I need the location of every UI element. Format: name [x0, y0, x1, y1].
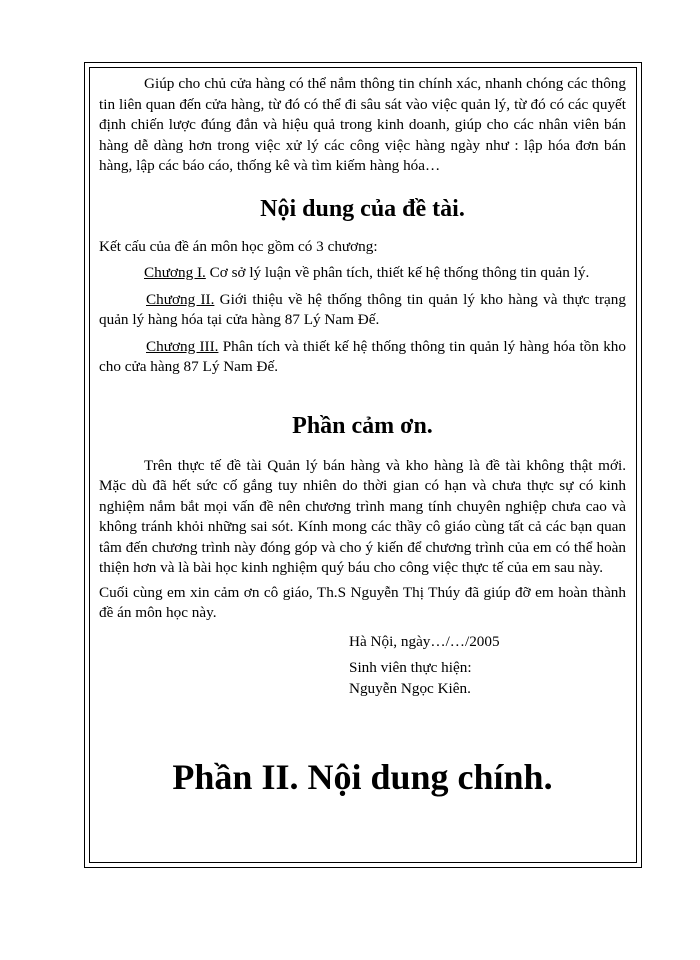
chapters-lead: Kết cấu của đề án môn học gồm có 3 chương: [99, 237, 378, 255]
page-border-outer [84, 62, 642, 868]
thanks-paragraph-1: Trên thực tế đề tài Quản lý bán hàng và kho hàng là đề tài không thật mới. Mặc dù đã hết sức cố gắng tuy nhiên do thời gian có hạn và chưa thực sự có kinh nghiệm nắm bắt mọi vấn đề nên chương trình mang tính chuyên nghiệp chưa cao và không tránh khỏi những sai sót. Kính mong các thầy cô giáo cùng tất cả các bạn quan tâm đến chương trình này đóng góp và cho ý kiến để chương trình của em có thể hoàn thiện hơn và là bài học kinh nghiệm quý báu cho công việc thực tế của em sau này. [99, 456, 626, 576]
chapter-1-label: Chương I. [144, 264, 206, 281]
chapter-2-label: Chương II. [146, 290, 215, 308]
content-heading: Nội dung của đề tài. [260, 195, 465, 222]
chapter-2 [99, 290, 626, 331]
signature-name: Nguyễn Ngọc Kiên. [349, 679, 471, 697]
page-border-inner [89, 67, 637, 863]
chapter-3-text: Phân tích và thiết kế hệ thống thông tin quản lý hàng hóa tồn kho cho cửa hàng 87 Lý Nam Đế. [99, 337, 626, 375]
thanks-paragraph-2: Cuối cùng em xin cảm ơn cô giáo, Th.S Nguyễn Thị Thúy đã giúp đỡ em hoàn thành đề án môn học này. [99, 583, 626, 621]
intro-paragraph: Giúp cho chủ cửa hàng có thể nắm thông tin chính xác, nhanh chóng các thông tin liên quan đến cửa hàng, từ đó có thể đi sâu sát vào việc quản lý, từ đó có các quyết định chiến lược đúng đắn và hiệu quả trong kinh doanh, giúp cho các nhân viên bán hàng dễ dàng hơn trong việc xử lý các công việc hàng ngày như : lập hóa đơn bán hàng, lập các báo cáo, thống kê và tìm kiếm hàng hóa… [99, 75, 626, 174]
chapter-3-label: Chương III. [146, 337, 219, 355]
signature-role: Sinh viên thực hiện: [349, 659, 472, 676]
thanks-heading: Phần cảm ơn. [292, 412, 433, 439]
part-ii-title: Phần II. Nội dung chính. [172, 757, 553, 797]
chapter-3 [99, 337, 626, 378]
chapter-2-text: Giới thiệu về hệ thống thông tin quản lý kho hàng và thực trạng quản lý hàng hóa tại cửa hàng 87 Lý Nam Đế. [99, 290, 626, 328]
chapter-1-text: Cơ sở lý luận về phân tích, thiết kế hệ thống thông tin quản lý. [205, 264, 590, 281]
signature-date: Hà Nội, ngày…/…/2005 [349, 632, 500, 650]
chapter-1 [99, 263, 626, 284]
